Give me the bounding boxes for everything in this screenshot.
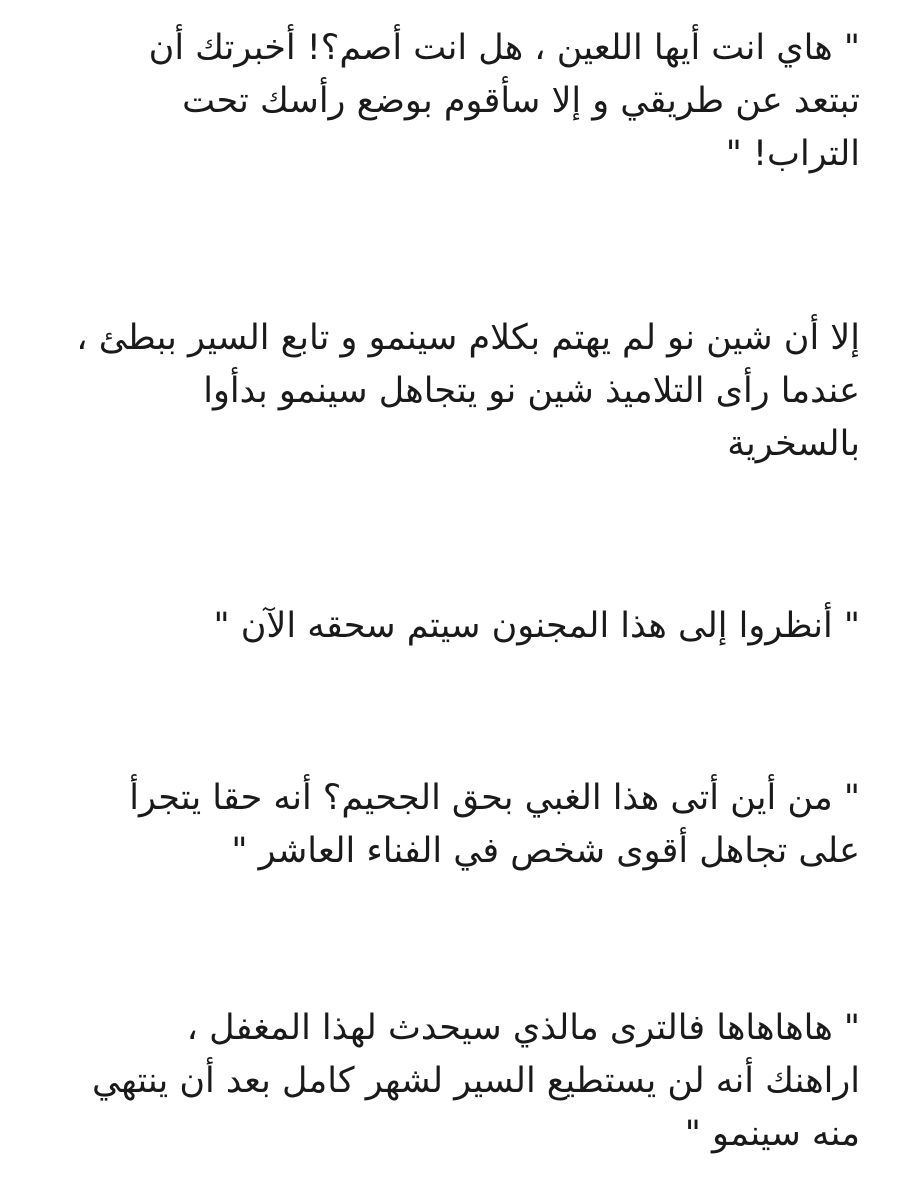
paragraph-mockery-3 — [55, 1002, 860, 1161]
paragraph-mockery-1 — [55, 600, 860, 653]
paragraph-threat — [55, 22, 860, 181]
text-line: " هاهاهاها فالترى مالذي سيحدث لهذا المغفل ، — [186, 1008, 860, 1048]
paragraph-mockery-2 — [55, 772, 860, 878]
text-line: التراب! " — [725, 134, 860, 174]
text-line: " أنظروا إلى هذا المجنون سيتم سحقه الآن " — [213, 606, 860, 646]
text-line: " من أين أتى هذا الغبي بحق الجحيم؟ أنه حقا يتجرأ — [129, 778, 860, 818]
text-line: " هاي انت أيها اللعين ، هل انت أصم؟! أخبرتك أن — [148, 28, 860, 68]
text-line: إلا أن شين نو لم يهتم بكلام سينمو و تابع السير ببطئ ، — [76, 318, 860, 358]
text-line: تبتعد عن طريقي و إلا سأقوم بوضع رأسك تحت — [182, 81, 860, 121]
text-line: اراهنك أنه لن يستطيع السير لشهر كامل بعد أن ينتهي — [92, 1061, 860, 1101]
text-line: بالسخرية — [727, 424, 860, 464]
text-line: منه سينمو " — [684, 1114, 860, 1154]
text-line: عندما رأى التلاميذ شين نو يتجاهل سينمو بدأوا — [203, 371, 860, 411]
text-line: على تجاهل أقوى شخص في الفناء العاشر " — [231, 831, 860, 871]
paragraph-narration — [55, 312, 860, 471]
